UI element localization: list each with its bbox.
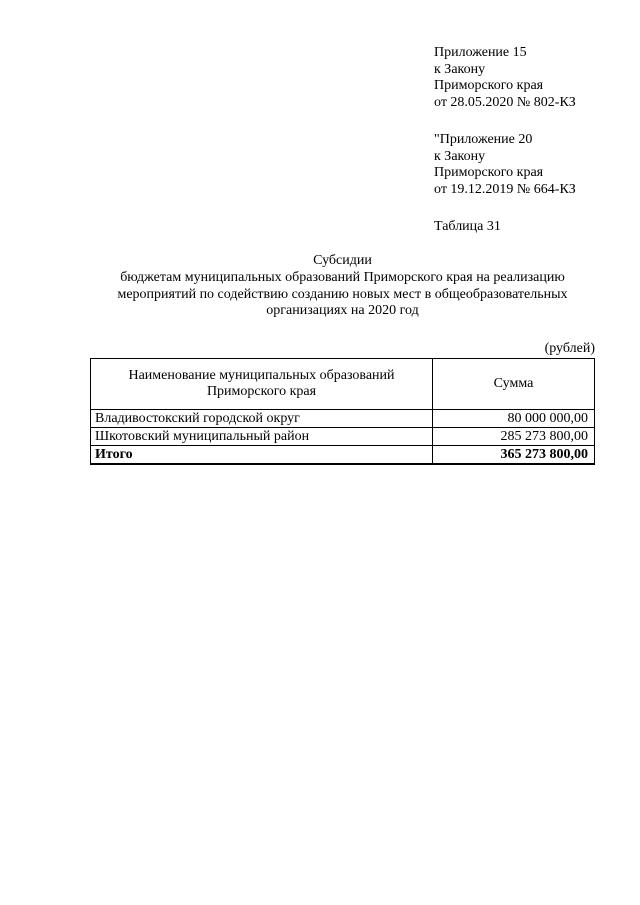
subsidies-table: [90, 358, 595, 465]
document-title: [90, 253, 595, 320]
header-name: Наименование муниципальных образований Приморского края: [91, 359, 433, 410]
original-annex-header: [434, 132, 576, 198]
annex-line: Приложение 15: [434, 45, 527, 60]
title-line: мероприятий по содействию созданию новых мест в общеобразовательных: [117, 286, 568, 302]
annex-line: к Закону: [434, 61, 486, 77]
title-line: организациях на 2020 год: [266, 303, 419, 319]
table-row: [91, 428, 595, 446]
total-row: [91, 446, 595, 465]
original-annex-line: от 19.12.2019 № 664-КЗ: [434, 181, 576, 197]
annex-line: Приморского края: [434, 78, 544, 93]
table-header-row: [91, 359, 595, 410]
annex-line: от 28.05.2020 № 802-КЗ: [434, 94, 576, 110]
original-annex-line: к Закону: [434, 148, 486, 164]
title-line: Субсидии: [313, 253, 372, 268]
row-name: Владивостокский городской округ: [91, 410, 433, 428]
total-label: Итого: [91, 446, 433, 465]
total-amount: 365 273 800,00: [433, 446, 595, 465]
original-annex-line: Приморского края: [434, 165, 544, 180]
annex-header: [434, 45, 576, 111]
row-amount: 80 000 000,00: [433, 410, 595, 428]
table-number: Таблица 31: [434, 219, 501, 234]
original-annex-line: "Приложение 20: [434, 132, 533, 147]
row-amount: 285 273 800,00: [433, 428, 595, 446]
row-name: Шкотовский муниципальный район: [91, 428, 433, 446]
title-line: бюджетам муниципальных образований Приморского края на реализацию: [120, 269, 565, 285]
header-amount: Сумма: [433, 359, 595, 410]
units-label: (рублей): [544, 341, 595, 356]
table-row: [91, 410, 595, 428]
